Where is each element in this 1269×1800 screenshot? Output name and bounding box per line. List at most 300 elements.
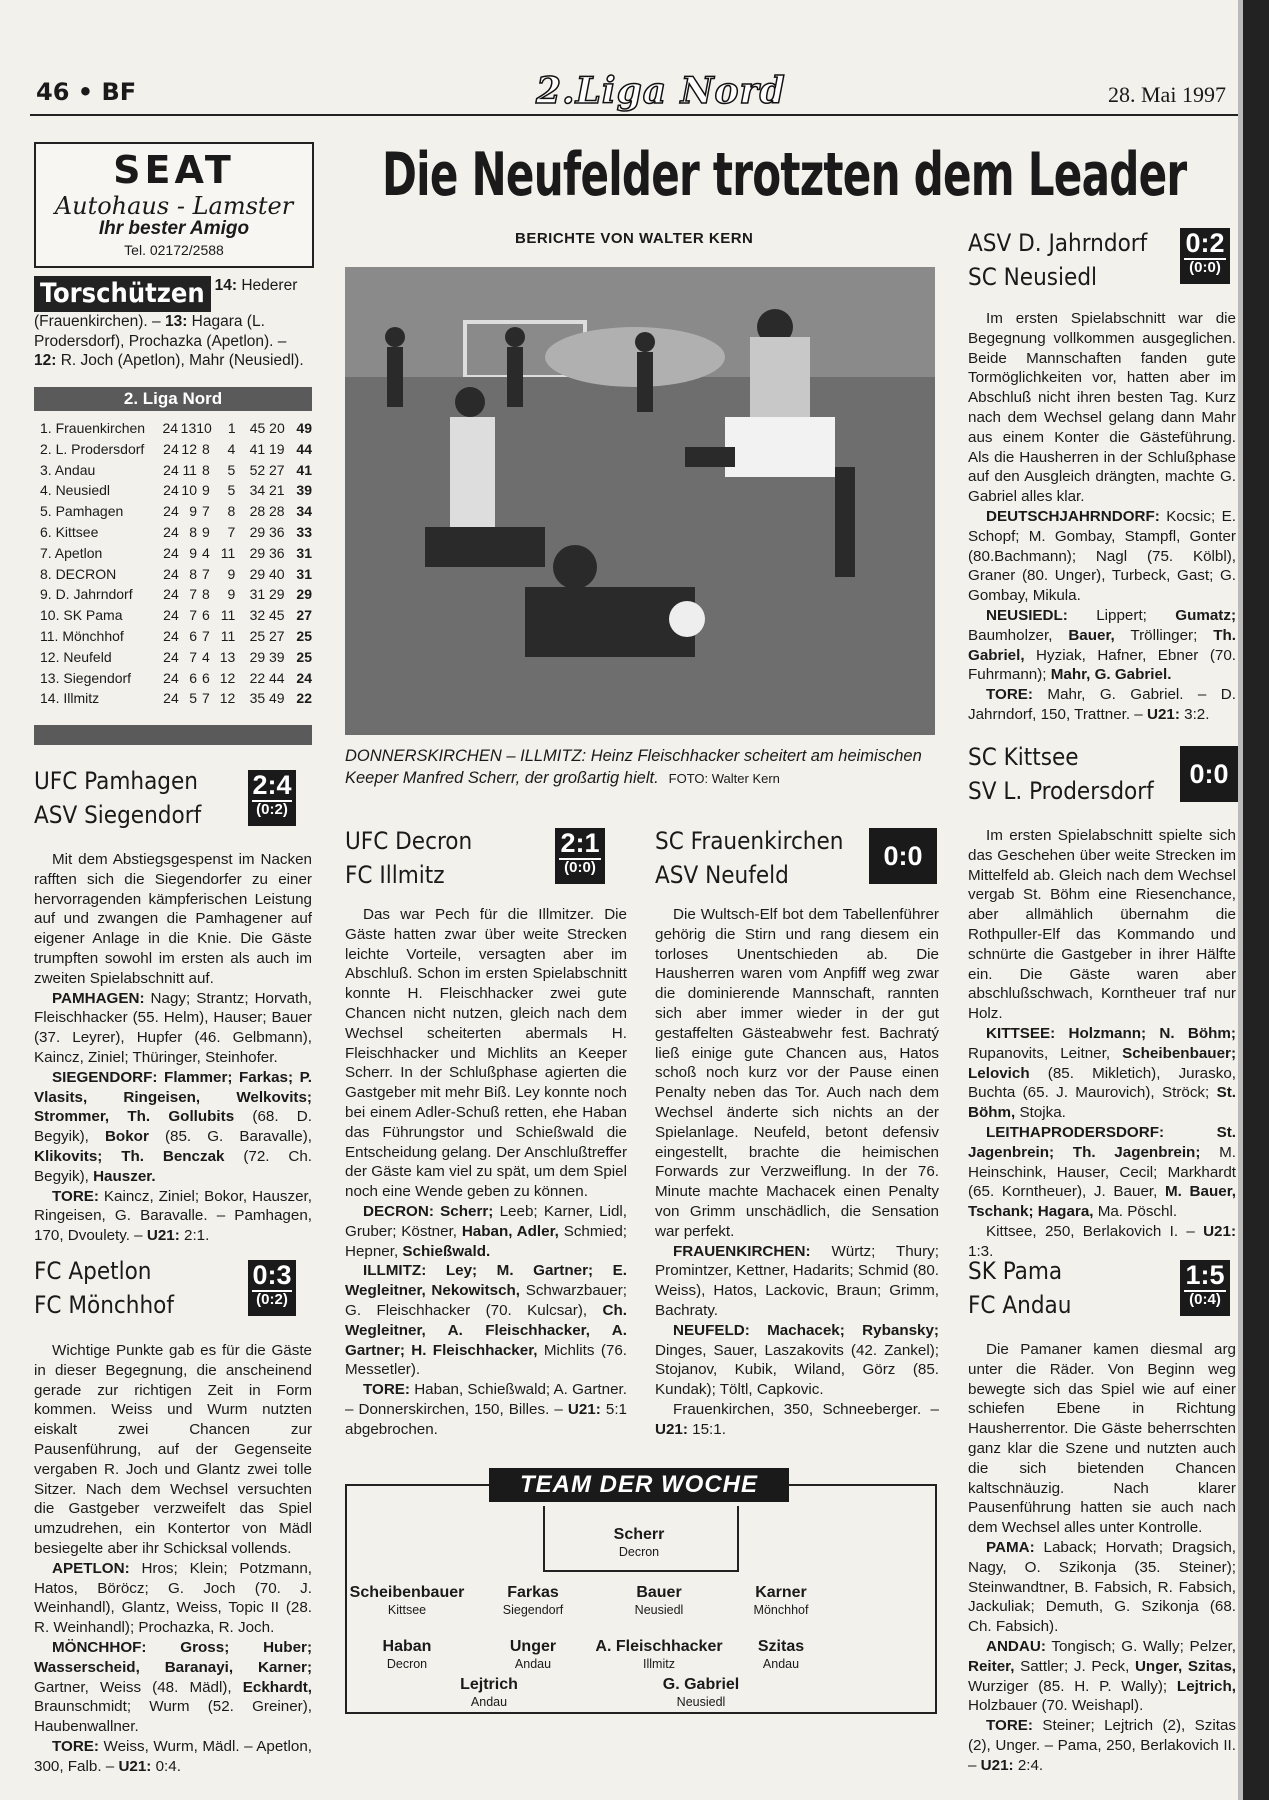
games: 24	[163, 565, 179, 582]
report-body: Im ersten Spielabschnitt spielte sich das Geschehen über weite Strecken im Mittelfeld ab. Gleich nach dem Wechsel vergab St. Böhm eine Riesenchance, aber allmählich übernahm die Rothpuller-Elf das Kommando und schnürte die Gastgeber in ihrer Hälfte ein. Die Gäste waren aber abschlußschwach, Korntheuer traf nur Holz.	[968, 827, 1236, 1023]
table-row	[40, 564, 312, 585]
half-time-score: (0:0)	[1184, 258, 1226, 276]
lineup-text: Gartner, Weiss (48. Mädl),	[34, 1678, 243, 1696]
goals-text: Kaincz, Ziniel; Bokor, Hauszer, Ringeisen, G. Baravalle. – Pamhagen, 170, Dvoulety. –	[34, 1187, 312, 1245]
losses: 4	[227, 440, 236, 457]
points: 34	[296, 503, 312, 520]
lineup-bold: Klikovits; Th. Benczak	[34, 1147, 225, 1165]
wins: 11	[182, 461, 197, 478]
points: 31	[296, 544, 312, 561]
lineup-text: Kocsic; E. Schopf; M. Gombay, Stampfl, Gonter (80.Bachmann); Nagl (75. Kölbl), Graner (80. Unger), Turbeck, Gast; G. Gombay, Mikula.	[968, 507, 1236, 605]
goals-heading: TORE:	[986, 686, 1033, 704]
points: 24	[296, 669, 312, 686]
losses: 8	[227, 503, 236, 520]
score-badge	[1180, 1260, 1230, 1316]
score-badge	[248, 1260, 296, 1316]
losses: 11	[220, 627, 236, 644]
table-row	[40, 418, 312, 439]
goals: 45 20	[249, 420, 285, 436]
half-time-score: (0:0)	[559, 858, 601, 876]
lineup-text: Ma. Pöschl.	[1093, 1203, 1178, 1221]
final-score: 0:3	[252, 1260, 292, 1290]
wins: 10	[181, 482, 197, 499]
team-name: 9. D. Jahrndorf	[40, 586, 133, 603]
ad-dealer: Autohaus - Lamster	[54, 192, 294, 220]
lineup-text: Braunschmidt; Wurm (52. Greiner), Haubenwallner.	[34, 1698, 312, 1736]
lineup-text: Nagy; Strantz; Horvath, Fleischhacker (55. Helm), Hauser; Bauer (37. Leyrer), Hupfer (46. Gelbmann), Kaincz, Ziniel; Thüringer, Steinhofer.	[34, 989, 312, 1066]
draws: 8	[201, 461, 210, 478]
lineup-bold: Haban, Adler,	[461, 1222, 559, 1240]
team-home: SC Kittsee	[968, 743, 1079, 771]
player-name: Karner	[755, 1584, 807, 1601]
wins: 8	[189, 523, 197, 540]
lineup-heading: SIEGENDORF: Flammer; Farkas; P. Vlasits, Ringeisen, Welkovits; Strommer, Th. Gollubits	[34, 1068, 312, 1126]
team-name: 1. Frauenkirchen	[40, 420, 146, 436]
report-jahrndorf	[968, 309, 1236, 725]
lineup-text: Stojka.	[1015, 1104, 1066, 1122]
tdw-player	[706, 1638, 856, 1672]
team-name: 8. DECRON	[40, 565, 117, 582]
wins: 8	[189, 565, 197, 582]
table-footer-bar	[34, 725, 312, 745]
games: 24	[163, 669, 179, 686]
final-score: 2:4	[252, 770, 292, 800]
final-score: 0:2	[1185, 228, 1225, 258]
draws: 9	[201, 523, 210, 540]
points: 29	[296, 586, 312, 603]
league-table	[40, 418, 312, 709]
lineup-text: Laback; Horvath; Dragsich, Nagy, O. Szikonja (35. Steiner); Steinwandtner, B. Fabsich, R. Fabsich, Jackuliak; Demuth, G. Szikonja (68. Ch. Fabsich).	[968, 1538, 1236, 1636]
player-name: Haban	[382, 1638, 432, 1655]
games: 24	[163, 461, 179, 478]
match-pamhagen	[34, 764, 309, 832]
player-name: Farkas	[507, 1584, 559, 1601]
goals: 31 29	[249, 586, 285, 603]
lineup-text: Leeb; Karner, Lidl, Gruber; Köstner,	[345, 1202, 627, 1240]
ad-phone: Tel. 02172/2588	[124, 242, 224, 258]
points: 22	[296, 690, 312, 707]
games: 24	[163, 503, 179, 520]
team-home: ASV D. Jahrndorf	[968, 229, 1148, 257]
lineup-bold: Mahr, G. Gabriel.	[1050, 666, 1172, 684]
games: 24	[163, 607, 179, 624]
goals: 32 45	[249, 607, 285, 624]
lineup-heading: KITTSEE: Holzmann; N. Böhm;	[986, 1024, 1236, 1042]
table-row	[40, 501, 312, 522]
losses: 9	[227, 565, 236, 582]
player-club: Neusiedl	[634, 1603, 684, 1617]
report-body: Mit dem Abstiegsgespenst im Nacken rafften sich die Siegendorfer zu einer hervorragenden kämpferischen Leistung auf und zwangen die Pamhagener auf eigener Anlage in die Knie. Die Gäste trumpften sowohl im ersten als auch im zweiten Spielabschnitt auf.	[34, 851, 312, 987]
lineup-heading: PAMHAGEN:	[52, 989, 145, 1007]
lineup-text: Baumholzer,	[968, 626, 1069, 644]
lineup-heading: ILLMITZ: Ley; M. Gartner; E. Wegleitner, Nekowitsch,	[345, 1262, 627, 1300]
losses: 12	[219, 690, 236, 707]
draws: 6	[201, 669, 210, 686]
lineup-bold: Lejtrich,	[1176, 1677, 1236, 1695]
lineup-text: (68. D. Begyik),	[34, 1108, 312, 1146]
goals: 52 27	[249, 461, 285, 478]
draws: 8	[201, 440, 210, 457]
lineup-bold: Eckhardt,	[242, 1678, 312, 1696]
lineup-text: Rupanovits, Leitner,	[968, 1044, 1123, 1062]
u21-heading: U21:	[146, 1227, 180, 1245]
lineup-text: Tröllinger;	[1114, 626, 1214, 644]
points: 25	[296, 648, 312, 665]
u21-result: 2:4.	[1013, 1756, 1044, 1774]
lineup-text: Hyziak, Hafner, Ebner (70. Fuhrmann);	[968, 646, 1236, 684]
lineup-text: (72. Ch. Begyik),	[34, 1147, 313, 1185]
team-home: UFC Decron	[345, 827, 473, 855]
lineup-heading: LEITHAPRODERSDORF: St. Jagenbrein; Th. Jagenbrein;	[968, 1123, 1236, 1161]
lineup-heading: ANDAU:	[986, 1637, 1046, 1655]
team-away: SV L. Prodersdorf	[968, 777, 1154, 805]
losses: 13	[219, 648, 236, 665]
table-row	[40, 480, 312, 501]
section-title: 2.Liga Nord	[536, 70, 786, 112]
u21-heading: U21:	[118, 1757, 152, 1775]
team-home: SK Pama	[968, 1257, 1063, 1285]
losses: 9	[227, 586, 236, 603]
u21-result: 5:1 abgebrochen.	[345, 1400, 627, 1438]
draws: 9	[201, 482, 210, 499]
u21-heading: U21:	[1203, 1222, 1236, 1240]
lineup-bold: M. Bauer, Tschank; Hagara,	[968, 1183, 1236, 1221]
team-of-week-box-visible	[345, 1471, 937, 1714]
lineup-text: Wurziger (85. H. P. Wally);	[968, 1677, 1177, 1695]
tdw-player	[564, 1526, 714, 1560]
games: 24	[162, 420, 179, 436]
lineup-text: Schmied; Hepner,	[345, 1222, 627, 1260]
final-score: 1:5	[1185, 1260, 1225, 1290]
games: 24	[163, 586, 179, 603]
seat-logo: SEAT	[113, 148, 235, 192]
final-score: 0:0	[883, 841, 923, 871]
venue-text: Frauenkirchen, 350, Schneeberger. –	[673, 1400, 939, 1418]
u21-result: 15:1.	[687, 1420, 726, 1438]
scorer-rank: 13:	[164, 313, 188, 330]
lineup-heading: PAMA:	[986, 1538, 1035, 1556]
header-rule	[30, 114, 1250, 116]
league-table-title: 2. Liga Nord	[34, 387, 312, 411]
table-row	[40, 668, 312, 689]
team-name: 10. SK Pama	[40, 607, 123, 624]
report-pama	[968, 1340, 1236, 1776]
seat-ad	[34, 142, 314, 268]
team-away: ASV Siegendorf	[34, 801, 202, 829]
scorer-rank: 14:	[214, 277, 238, 294]
player-club: Illmitz	[643, 1657, 675, 1671]
player-name: Unger	[509, 1638, 557, 1655]
lineup-heading: DEUTSCHJAHRNDORF:	[986, 507, 1160, 525]
goals-text: Haban, Schießwald; A. Gartner. – Donnerskirchen, 150, Billes. –	[345, 1381, 627, 1418]
match-apetlon	[34, 1254, 309, 1322]
wins: 12	[181, 440, 197, 457]
team-name: 3. Andau	[40, 461, 96, 478]
report-pamhagen	[34, 850, 312, 1246]
goals: 22 44	[249, 669, 285, 686]
player-club: Neusiedl	[676, 1695, 726, 1709]
lineup-heading: DECRON: Scherr;	[363, 1202, 494, 1220]
draws: 10	[196, 420, 212, 436]
goals: 29 39	[249, 648, 285, 665]
match-decron	[345, 824, 625, 892]
lineup-text: Lippert;	[1067, 606, 1176, 624]
points: 44	[296, 440, 312, 457]
match-pama	[968, 1254, 1243, 1322]
tdw-player	[626, 1676, 776, 1710]
table-row	[40, 543, 312, 564]
losses: 5	[227, 461, 236, 478]
lineup-text: Hros; Klein; Potzmann, Hatos, Böröcz; G. Joch (70. J. Weinhandl), Glantz, Weiss, Topic II (28. R. Weinhandl); Prochazka, R. Joch.	[34, 1559, 312, 1637]
byline: BERICHTE VON WALTER KERN	[515, 230, 754, 247]
goals: 35 49	[249, 690, 285, 707]
lineup-heading: NEUSIEDL:	[986, 606, 1068, 624]
points: 33	[296, 523, 312, 540]
wins: 7	[189, 586, 197, 603]
goals: 34 21	[249, 482, 285, 499]
u21-heading: U21:	[980, 1756, 1014, 1774]
table-row	[40, 584, 312, 605]
issue-date: 28. Mai 1997	[1108, 82, 1226, 107]
goals-heading: TORE:	[986, 1717, 1033, 1735]
lineup-text: Michlits (76. Messetler).	[345, 1341, 627, 1379]
player-name: Scheibenbauer	[349, 1584, 465, 1601]
table-row	[40, 522, 312, 543]
goals-text: Steiner; Lejtrich (2), Szitas (2), Unger. – Pama, 250, Berlakovich II. –	[968, 1717, 1236, 1774]
wins: 7	[189, 648, 197, 665]
photo-caption	[345, 745, 940, 790]
team-name: 2. L. Prodersdorf	[40, 440, 145, 457]
lineup-bold: Th. Gabriel,	[968, 626, 1236, 664]
games: 24	[163, 482, 179, 499]
venue-text: Kittsee, 250, Berlakovich I. –	[986, 1222, 1204, 1240]
goals-heading: TORE:	[363, 1381, 410, 1399]
table-row	[40, 439, 312, 460]
player-name: G. Gabriel	[662, 1676, 740, 1693]
page-edge	[1243, 0, 1269, 1800]
points: 27	[296, 607, 312, 624]
table-row	[40, 688, 312, 709]
match-frauenkirchen	[655, 824, 940, 892]
lineup-text: (85. Mikletich), Jurasko, Buchta (65. J. Maurovich), Ströck;	[968, 1064, 1236, 1102]
draws: 4	[201, 648, 210, 665]
player-club: Decron	[618, 1545, 660, 1559]
player-club: Andau	[762, 1657, 800, 1671]
points: 49	[296, 420, 312, 436]
losses: 12	[219, 669, 236, 686]
lineup-text: (85. G. Baravalle),	[148, 1128, 312, 1146]
team-name: 7. Apetlon	[40, 544, 103, 561]
lineup-heading: MÖNCHHOF: Gross; Huber; Wasserscheid, Baranayi, Karner;	[34, 1638, 312, 1676]
team-away: FC Andau	[968, 1291, 1072, 1319]
goals-text: Mahr, G. Gabriel. – D. Jahrndorf, 150, Trattner. –	[968, 686, 1236, 723]
games: 24	[163, 544, 179, 561]
games: 24	[163, 440, 179, 457]
goals: 29 40	[249, 565, 285, 582]
scorer-text: Hagara (L. Prodersdorf), Prochazka (Apetlon). –	[34, 313, 287, 350]
table-row	[40, 605, 312, 626]
player-name: Szitas	[757, 1638, 805, 1655]
u21-result: 1:3.	[968, 1242, 994, 1260]
scorer-text: Hederer (Frauenkirchen). –	[34, 277, 298, 330]
wins: 9	[189, 503, 197, 520]
losses: 11	[220, 544, 236, 561]
scorer-text: R. Joch (Apetlon), Mahr (Neusiedl).	[56, 352, 304, 369]
draws: 6	[201, 607, 210, 624]
lineup-bold: Reiter,	[968, 1657, 1015, 1675]
lineup-heading: FRAUENKIRCHEN:	[673, 1242, 811, 1260]
draws: 7	[201, 627, 210, 644]
player-club: Andau	[514, 1657, 552, 1671]
lineup-text: M. Heinschink, Hauser, Cecil; Markhardt (65. Korntheuer), J. Bauer,	[968, 1143, 1236, 1201]
match-kittsee	[968, 740, 1243, 808]
lineup-bold: Bauer,	[1068, 626, 1115, 644]
score-badge	[248, 770, 296, 826]
lineup-heading: NEUFELD: Machacek; Rybansky;	[673, 1321, 939, 1339]
draws: 7	[201, 565, 210, 582]
photo-credit: FOTO: Walter Kern	[668, 771, 780, 786]
team-home: UFC Pamhagen	[34, 767, 198, 795]
table-row	[40, 626, 312, 647]
u21-heading: U21:	[1146, 705, 1180, 723]
goals: 28 28	[249, 503, 285, 520]
goals: 29 36	[249, 523, 285, 540]
wins: 9	[189, 544, 197, 561]
u21-result: 2:1.	[179, 1227, 210, 1245]
games: 24	[163, 523, 179, 540]
half-time-score: (0:4)	[1184, 1290, 1226, 1308]
photo-illustration	[345, 267, 935, 735]
losses: 5	[227, 482, 236, 499]
player-club: Mönchhof	[753, 1603, 809, 1617]
lineup-bold: Ch. Wegleitner, A. Fleischhacker, A. Gartner; H. Fleischhacker,	[345, 1301, 627, 1359]
points: 31	[296, 565, 312, 582]
lineup-heading: APETLON:	[52, 1559, 130, 1577]
u21-result: 3:2.	[1179, 705, 1210, 723]
lineup-bold: Unger, Szitas,	[1134, 1657, 1236, 1675]
lineup-text: Würtz; Thury; Promintzer, Kettner, Hadarits; Schmid (80. Weiss), Hatos, Lackovic, Braun; Grimm, Bachraty.	[655, 1242, 939, 1319]
lineup-bold: Gumatz;	[1175, 606, 1236, 624]
lineup-text: Tongisch; G. Wally; Pelzer,	[1045, 1637, 1236, 1655]
score-badge	[869, 828, 937, 884]
team-name: 11. Mönchhof	[40, 627, 124, 644]
score-badge	[555, 828, 605, 884]
final-score: 0:0	[1189, 759, 1229, 789]
lineup-bold: Schießwald.	[402, 1242, 491, 1260]
half-time-score: (0:2)	[252, 800, 292, 818]
team-home: SC Frauenkirchen	[655, 827, 844, 855]
headline: Die Neufelder trotzten dem Leader	[382, 140, 1187, 210]
lineup-text: Sattler; J. Peck,	[1014, 1657, 1135, 1675]
u21-result: 0:4.	[151, 1757, 181, 1775]
player-name: Scherr	[613, 1526, 665, 1543]
team-away: FC Illmitz	[345, 861, 445, 889]
report-kittsee	[968, 826, 1236, 1262]
player-club: Andau	[470, 1695, 508, 1709]
tdw-title: TEAM DER WOCHE	[489, 1468, 789, 1502]
match-jahrndorf	[968, 226, 1243, 294]
team-away: FC Mönchhof	[34, 1291, 174, 1319]
match-photo	[345, 267, 935, 735]
team-name: 12. Neufeld	[40, 648, 112, 665]
scorers-tag: Torschützen	[34, 276, 211, 312]
table-row	[40, 460, 312, 481]
goals-heading: TORE:	[52, 1187, 99, 1205]
losses: 7	[227, 523, 236, 540]
wins: 7	[189, 607, 197, 624]
games: 24	[163, 690, 179, 707]
u21-heading: U21:	[655, 1420, 688, 1438]
ad-slogan: Ihr bester Amigo	[98, 218, 250, 239]
team-home: FC Apetlon	[34, 1257, 152, 1285]
lineup-bold: Hauszer.	[93, 1167, 156, 1185]
report-apetlon	[34, 1341, 312, 1777]
player-name: A. Fleischhacker	[595, 1638, 723, 1655]
points: 39	[296, 482, 312, 499]
report-frauenkirchen	[655, 905, 939, 1440]
goals: 41 19	[249, 440, 285, 457]
score-badge	[1180, 228, 1230, 284]
team-name: 4. Neusiedl	[40, 482, 111, 499]
wins: 13	[180, 420, 197, 436]
report-body: Im ersten Spielabschnitt war die Begegnung vollkommen ausgeglichen. Beide Mannschaften fanden gute Tormöglichkeiten vor, hatten aber im Abschluß nicht ihren besten Tag. Kurz nach dem Wechsel gelang dann Mahr aus einem Konter die Gästeführung. Als die Hausherren in der Schlußphase auf den Ausgleich drängten, machte G. Gabriel alles klar.	[968, 310, 1236, 506]
losses: 1	[227, 420, 236, 436]
player-name: Bauer	[636, 1584, 682, 1601]
player-club: Kittsee	[387, 1603, 427, 1617]
wins: 6	[189, 627, 197, 644]
player-club: Siegendorf	[502, 1603, 564, 1617]
goals-heading: TORE:	[52, 1737, 99, 1755]
u21-heading: U21:	[567, 1400, 601, 1418]
team-name: 5. Pamhagen	[40, 503, 124, 520]
losses: 11	[220, 607, 236, 624]
scorer-rank: 12:	[34, 352, 57, 369]
draws: 7	[201, 690, 210, 707]
final-score: 2:1	[560, 828, 600, 858]
draws: 7	[201, 503, 210, 520]
lineup-bold: St. Böhm,	[968, 1084, 1236, 1122]
score-badge	[1180, 746, 1238, 802]
games: 24	[163, 648, 179, 665]
report-body: Die Pamaner kamen diesmal arg unter die Räder. Von Beginn weg bewegte sich das Spiel wie auf einer schiefen Ebene in Richtung Hausherrentor. Die Gäste beherrschten ganz klar die Szene und nutzten auch die sich bietenden Chancen kaltschnäuzig. Nach klarer Pausenführung hatten sie auch nach dem Wechsel alles unter Kontrolle.	[968, 1341, 1236, 1537]
games: 24	[163, 627, 179, 644]
caption-text: DONNERSKIRCHEN – ILLMITZ: Heinz Fleischhacker scheitert am heimischen Keeper Manfred Scherr, der großartig hielt.	[345, 747, 922, 787]
table-row	[40, 647, 312, 668]
player-club: Decron	[386, 1657, 428, 1671]
top-scorers	[34, 276, 312, 371]
player-name: Lejtrich	[460, 1676, 518, 1693]
team-name: 13. Siegendorf	[40, 669, 132, 686]
report-decron	[345, 905, 627, 1440]
team-away: SC Neusiedl	[968, 263, 1098, 291]
tdw-player	[414, 1676, 564, 1710]
lineup-text: Dinges, Sauer, Laszakovits (42. Zankel); Stojanov, Kubik, Wiland, Görz (85. Kundak); Töltl, Capkovic.	[655, 1341, 939, 1399]
points: 25	[296, 627, 312, 644]
draws: 4	[201, 544, 210, 561]
team-name: 14. Illmitz	[40, 690, 100, 707]
wins: 5	[189, 690, 197, 707]
report-body: Die Wultsch-Elf bot dem Tabellenführer gehörig die Stirn und rang diesem ein torloses Unentschieden ab. Die Hausherren waren vom Anpfiff weg zwar die dominierende Mannschaft, rannten sich aber immer wieder in der gut gestaffelten Gästeabwehr fest. Bachratý ließ einige gute Chancen aus, Hatos schoß noch kurz vor der Pause einen Penalty neben das Tor. Auch nach dem Wechsel änderte sich nichts an der Spielanlage. Neufeld, betont defensiv eingestellt, brachte die heimischen Forwards zur Verzweiflung. In der 76. Minute machte Machacek einen Penalty von Grimm unschädlich, die Sensation war perfekt.	[655, 906, 939, 1240]
half-time-score: (0:2)	[252, 1290, 292, 1308]
report-body: Das war Pech für die Illmitzer. Die Gäste hatten zwar über weite Strecken leichte Vorteile, versagten aber im Abschluß. Schon im ersten Spielabschnitt konnte H. Fleischhacker zwei gute Chancen nicht nutzen, gleich nach dem Wechsel scheiterten abermals H. Fleischhacker und Michlits an Keeper Scherr. In der Schlußphase agierten die Gastgeber mit mehr Biß. Ley konnte noch bei einem Adler-Schuß retten, ehe Haban das Führungstor und Schießwald die Entscheidung gelang. Der Anschlußtreffer der Gäste kam viel zu spät, um dem Spiel noch eine Wende geben zu können.	[345, 906, 627, 1201]
goals: 29 36	[249, 544, 285, 561]
wins: 6	[189, 669, 197, 686]
page-number: 46 • BF	[36, 78, 137, 106]
tdw-player	[706, 1584, 856, 1618]
lineup-text: Holzbauer (70. Weishapl).	[968, 1697, 1144, 1715]
lineup-bold: Bokor	[104, 1128, 149, 1146]
goals-text: Weiss, Wurm, Mädl. – Apetlon, 300, Falb. –	[34, 1737, 312, 1775]
